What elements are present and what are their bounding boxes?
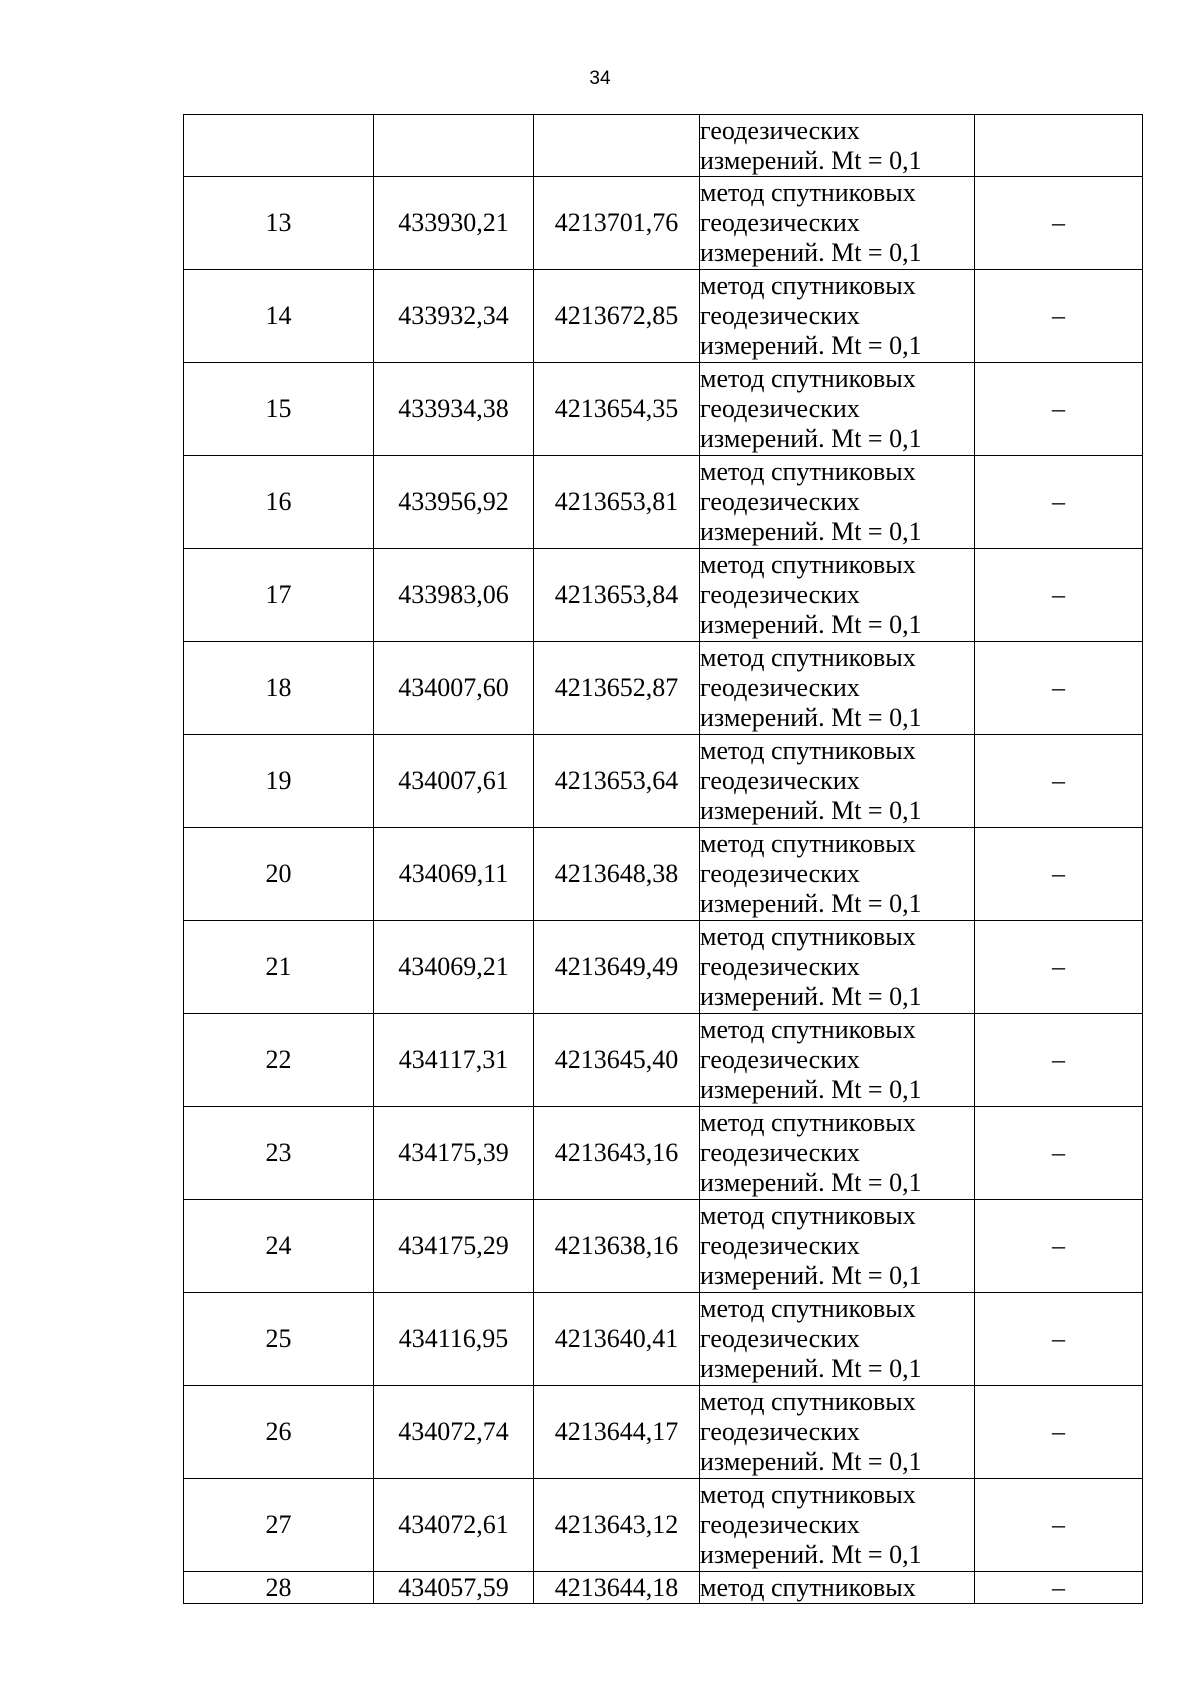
cell-y: 4213640,41 xyxy=(534,1293,700,1386)
cell-note: – xyxy=(975,1293,1143,1386)
method-line: геодезических xyxy=(700,1510,860,1539)
method-line: геодезических xyxy=(700,487,860,516)
method-line: измерений. Mt = 0,1 xyxy=(700,1540,922,1569)
method-line: геодезических xyxy=(700,1231,860,1260)
cell-point-number: 25 xyxy=(184,1293,374,1386)
cell-method xyxy=(700,1386,975,1479)
cell-method xyxy=(700,642,975,735)
cell-x: 434069,21 xyxy=(374,921,534,1014)
cell-y: 4213648,38 xyxy=(534,828,700,921)
method-line: измерений. Mt = 0,1 xyxy=(700,610,922,639)
cell-x: 434057,59 xyxy=(374,1572,534,1604)
cell-x: 434007,60 xyxy=(374,642,534,735)
method-line: геодезических xyxy=(700,1324,860,1353)
cell-point-number: 19 xyxy=(184,735,374,828)
table-row xyxy=(184,1479,1143,1572)
cell-point-number: 14 xyxy=(184,270,374,363)
method-line: метод спутниковых xyxy=(700,1573,916,1602)
cell-method xyxy=(700,115,975,177)
cell-y: 4213643,12 xyxy=(534,1479,700,1572)
method-line: измерений. Mt = 0,1 xyxy=(700,703,922,732)
method-line: геодезических xyxy=(700,580,860,609)
method-line: измерений. Mt = 0,1 xyxy=(700,1447,922,1476)
cell-y: 4213644,18 xyxy=(534,1572,700,1604)
cell-x: 434072,61 xyxy=(374,1479,534,1572)
cell-x: 434069,11 xyxy=(374,828,534,921)
method-line: метод спутниковых xyxy=(700,550,916,579)
cell-x: 433934,38 xyxy=(374,363,534,456)
method-line: метод спутниковых xyxy=(700,271,916,300)
cell-note: – xyxy=(975,270,1143,363)
method-line: метод спутниковых xyxy=(700,1294,916,1323)
method-line: метод спутниковых xyxy=(700,364,916,393)
cell-method xyxy=(700,363,975,456)
cell-x: 433932,34 xyxy=(374,270,534,363)
method-line: измерений. Mt = 0,1 xyxy=(700,424,922,453)
cell-x xyxy=(374,115,534,177)
cell-method xyxy=(700,456,975,549)
cell-point-number: 17 xyxy=(184,549,374,642)
cell-note: – xyxy=(975,1572,1143,1604)
method-line: измерений. Mt = 0,1 xyxy=(700,238,922,267)
method-line: измерений. Mt = 0,1 xyxy=(700,517,922,546)
cell-point-number: 24 xyxy=(184,1200,374,1293)
page-number: 34 xyxy=(589,68,611,89)
cell-note: – xyxy=(975,828,1143,921)
table-row-continued xyxy=(184,115,1143,177)
method-line: измерений. Mt = 0,1 xyxy=(700,982,922,1011)
cell-y: 4213653,81 xyxy=(534,456,700,549)
method-line: геодезических xyxy=(700,766,860,795)
cell-x: 434007,61 xyxy=(374,735,534,828)
cell-method xyxy=(700,828,975,921)
table-row xyxy=(184,1293,1143,1386)
method-line: метод спутниковых xyxy=(700,736,916,765)
method-line: измерений. Mt = 0,1 xyxy=(700,1354,922,1383)
cell-y: 4213701,76 xyxy=(534,177,700,270)
cell-method xyxy=(700,1293,975,1386)
method-line: геодезических xyxy=(700,1417,860,1446)
cell-point-number: 21 xyxy=(184,921,374,1014)
cell-note xyxy=(975,115,1143,177)
cell-x: 434175,29 xyxy=(374,1200,534,1293)
cell-method xyxy=(700,1107,975,1200)
cell-y: 4213652,87 xyxy=(534,642,700,735)
coordinates-table-body xyxy=(184,115,1143,1604)
cell-note: – xyxy=(975,177,1143,270)
method-line: геодезических xyxy=(700,1045,860,1074)
method-line: измерений. Mt = 0,1 xyxy=(700,1261,922,1290)
table-row xyxy=(184,1200,1143,1293)
method-line: геодезических xyxy=(700,394,860,423)
method-line: метод спутниковых xyxy=(700,829,916,858)
cell-note: – xyxy=(975,549,1143,642)
cell-point-number: 13 xyxy=(184,177,374,270)
cell-y: 4213638,16 xyxy=(534,1200,700,1293)
cell-y: 4213643,16 xyxy=(534,1107,700,1200)
table-row xyxy=(184,363,1143,456)
cell-point-number: 26 xyxy=(184,1386,374,1479)
cell-x: 434117,31 xyxy=(374,1014,534,1107)
table-row xyxy=(184,735,1143,828)
cell-method xyxy=(700,549,975,642)
cell-method xyxy=(700,735,975,828)
cell-x: 434072,74 xyxy=(374,1386,534,1479)
cell-y: 4213645,40 xyxy=(534,1014,700,1107)
table-row xyxy=(184,1107,1143,1200)
table-row xyxy=(184,1386,1143,1479)
cell-note: – xyxy=(975,1107,1143,1200)
table-row xyxy=(184,1014,1143,1107)
method-line: геодезических xyxy=(700,859,860,888)
method-line: измерений. Mt = 0,1 xyxy=(700,145,922,175)
method-line: геодезических xyxy=(700,115,860,145)
cell-y: 4213649,49 xyxy=(534,921,700,1014)
method-line: геодезических xyxy=(700,208,860,237)
cell-note: – xyxy=(975,1200,1143,1293)
cell-y: 4213653,84 xyxy=(534,549,700,642)
table-row xyxy=(184,828,1143,921)
cell-point-number: 23 xyxy=(184,1107,374,1200)
cell-method xyxy=(700,1572,975,1604)
method-line: геодезических xyxy=(700,301,860,330)
cell-y: 4213654,35 xyxy=(534,363,700,456)
method-line: измерений. Mt = 0,1 xyxy=(700,331,922,360)
cell-x: 433983,06 xyxy=(374,549,534,642)
method-line: метод спутниковых xyxy=(700,1480,916,1509)
method-line: метод спутниковых xyxy=(700,1387,916,1416)
cell-note: – xyxy=(975,1386,1143,1479)
cell-x: 434175,39 xyxy=(374,1107,534,1200)
method-line: измерений. Mt = 0,1 xyxy=(700,889,922,918)
method-line: метод спутниковых xyxy=(700,1108,916,1137)
table-row xyxy=(184,642,1143,735)
coordinates-table xyxy=(183,114,1143,1604)
cell-x: 434116,95 xyxy=(374,1293,534,1386)
table-row xyxy=(184,1572,1143,1604)
cell-y: 4213653,64 xyxy=(534,735,700,828)
table-row xyxy=(184,549,1143,642)
method-line: измерений. Mt = 0,1 xyxy=(700,796,922,825)
method-line: метод спутниковых xyxy=(700,1201,916,1230)
cell-y: 4213644,17 xyxy=(534,1386,700,1479)
method-line: геодезических xyxy=(700,673,860,702)
method-line: метод спутниковых xyxy=(700,178,916,207)
cell-point-number: 18 xyxy=(184,642,374,735)
table-row xyxy=(184,921,1143,1014)
method-line: измерений. Mt = 0,1 xyxy=(700,1075,922,1104)
table-row xyxy=(184,177,1143,270)
cell-point-number xyxy=(184,115,374,177)
cell-point-number: 15 xyxy=(184,363,374,456)
cell-note: – xyxy=(975,363,1143,456)
cell-method xyxy=(700,1200,975,1293)
cell-point-number: 20 xyxy=(184,828,374,921)
method-line: метод спутниковых xyxy=(700,643,916,672)
cell-y xyxy=(534,115,700,177)
cell-note: – xyxy=(975,1014,1143,1107)
cell-point-number: 16 xyxy=(184,456,374,549)
table-row xyxy=(184,456,1143,549)
method-line: метод спутниковых xyxy=(700,457,916,486)
cell-point-number: 27 xyxy=(184,1479,374,1572)
cell-x: 433930,21 xyxy=(374,177,534,270)
cell-note: – xyxy=(975,1479,1143,1572)
cell-method xyxy=(700,1479,975,1572)
method-line: геодезических xyxy=(700,1138,860,1167)
cell-note: – xyxy=(975,735,1143,828)
cell-point-number: 28 xyxy=(184,1572,374,1604)
method-line: геодезических xyxy=(700,952,860,981)
cell-method xyxy=(700,921,975,1014)
cell-method xyxy=(700,1014,975,1107)
cell-method xyxy=(700,270,975,363)
cell-note: – xyxy=(975,921,1143,1014)
cell-method xyxy=(700,177,975,270)
method-line: измерений. Mt = 0,1 xyxy=(700,1168,922,1197)
cell-y: 4213672,85 xyxy=(534,270,700,363)
method-line: метод спутниковых xyxy=(700,1015,916,1044)
cell-x: 433956,92 xyxy=(374,456,534,549)
table-row xyxy=(184,270,1143,363)
method-line: метод спутниковых xyxy=(700,922,916,951)
cell-note: – xyxy=(975,456,1143,549)
cell-point-number: 22 xyxy=(184,1014,374,1107)
cell-note: – xyxy=(975,642,1143,735)
